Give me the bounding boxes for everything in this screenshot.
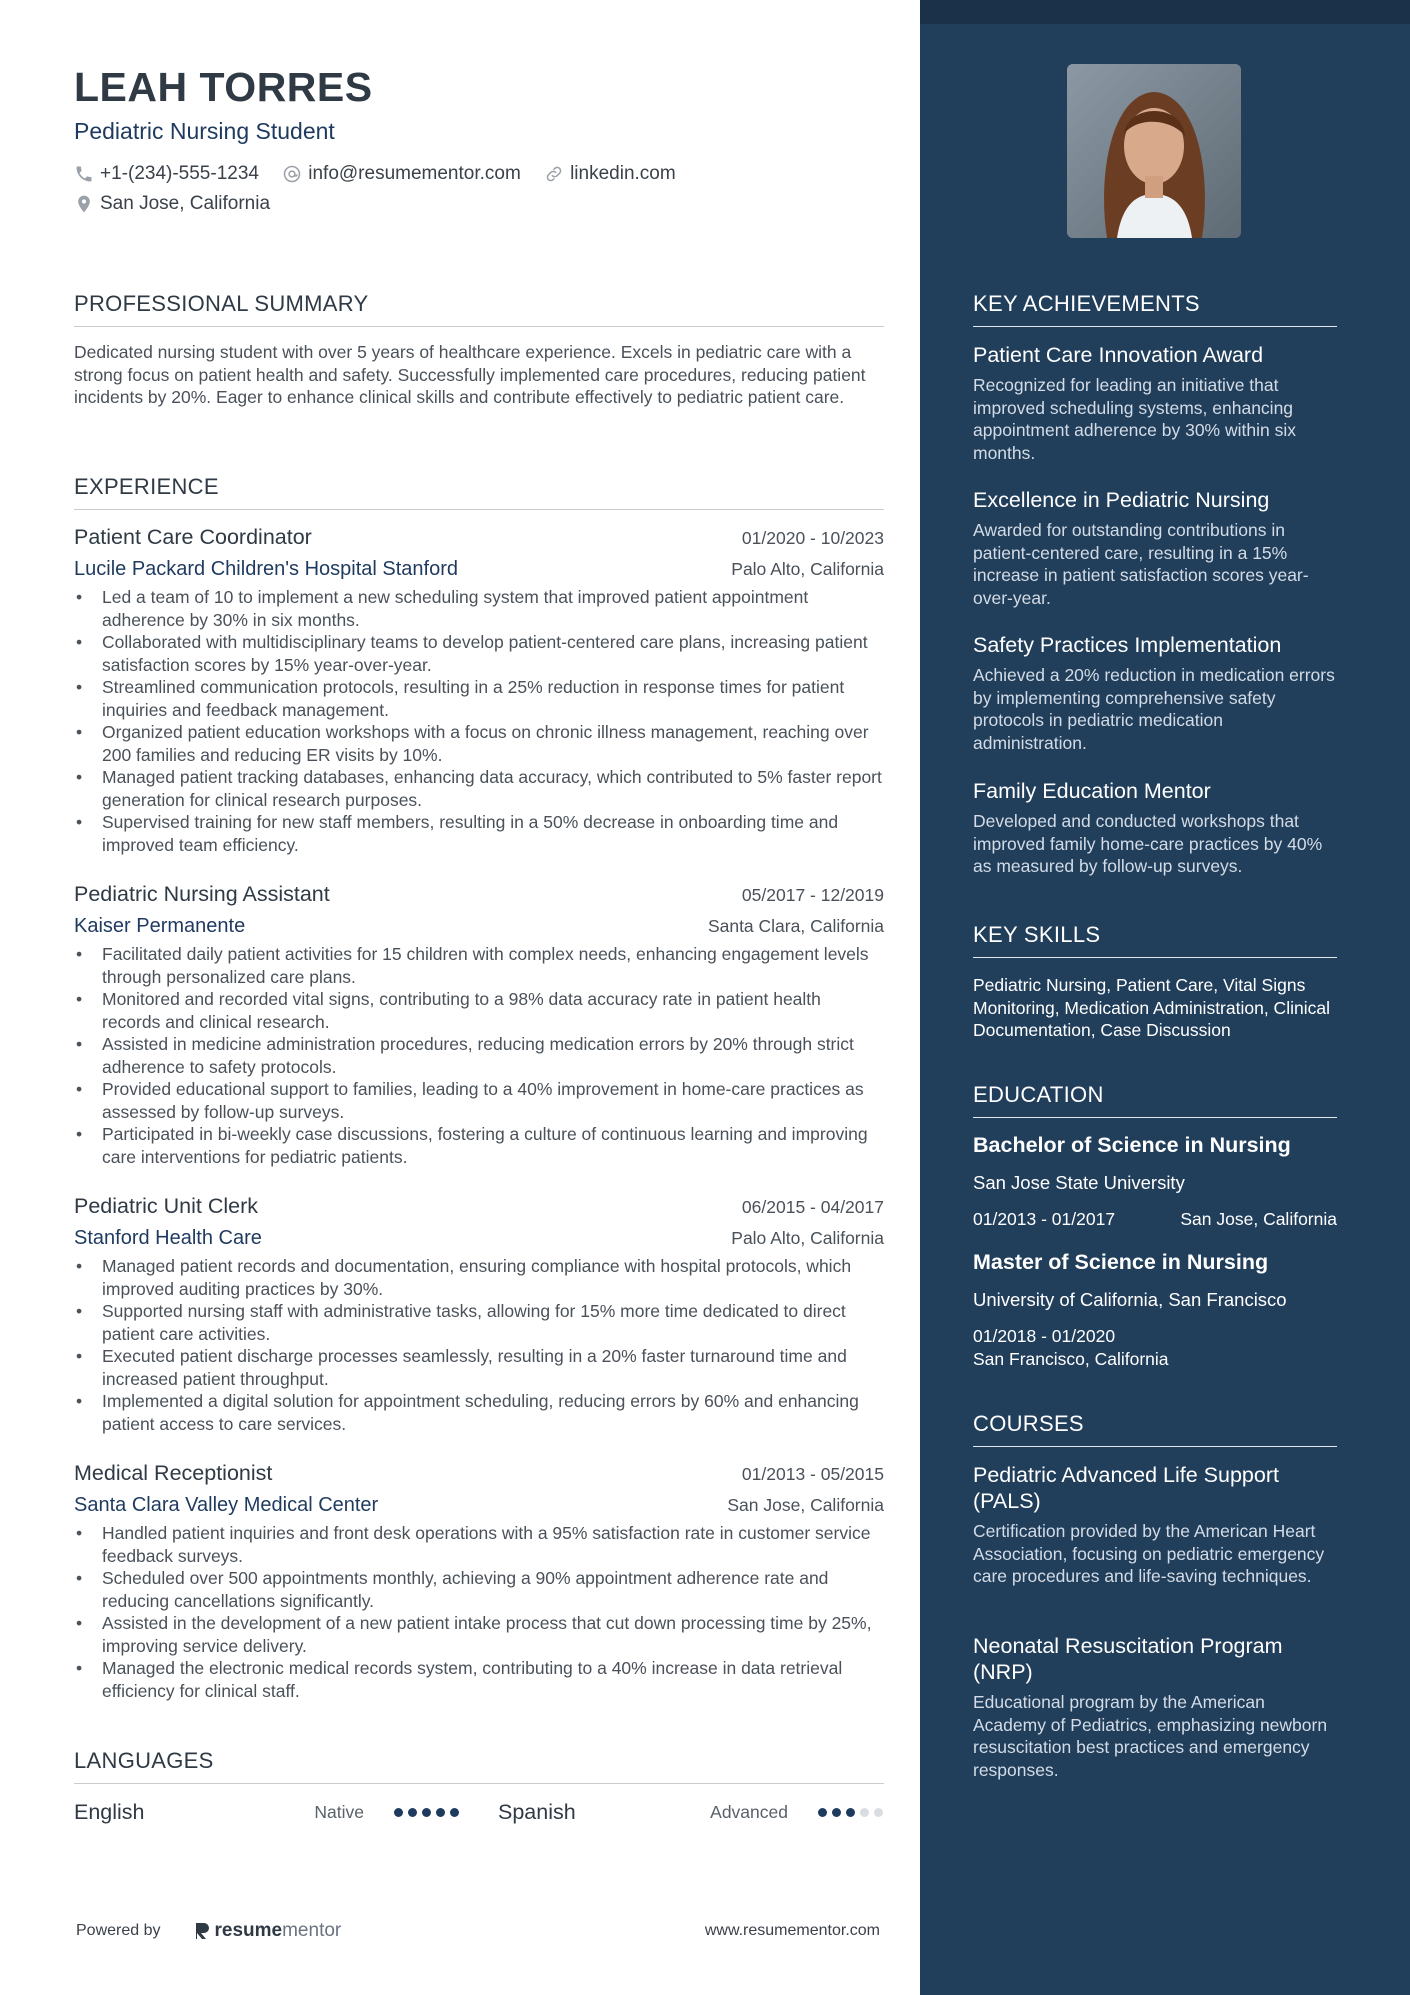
experience-heading: EXPERIENCE — [74, 474, 884, 510]
phone-icon — [74, 164, 94, 184]
job-bullet: • Supported nursing staff with administrative tasks, allowing for 15% more time dedicated to direct patient care activities. — [74, 1300, 884, 1345]
job-bullet: • Managed patient records and documentation, ensuring compliance with hospital protocols, which improved auditing practices by 30%. — [74, 1255, 884, 1300]
brand-light: mentor — [282, 1920, 342, 1941]
education-item — [973, 1250, 1337, 1370]
rating-dot-empty — [874, 1808, 883, 1817]
rating-dot-empty — [860, 1808, 869, 1817]
email-text: info@resumementor.com — [308, 163, 521, 184]
language-rating — [394, 1808, 459, 1817]
education-location: San Francisco, California — [973, 1348, 1169, 1369]
achievement-desc: Recognized for leading an initiative that improved scheduling systems, enhancing appointment adherence by 30% within six months. — [973, 375, 1296, 463]
job-dates: 01/2013 - 05/2015 — [741, 1464, 884, 1484]
at-icon — [282, 164, 302, 184]
education-meta — [973, 1208, 1337, 1231]
job-location: Palo Alto, California — [731, 559, 884, 579]
education-heading: EDUCATION — [973, 1082, 1337, 1118]
achievement-title: Excellence in Pediatric Nursing — [973, 488, 1270, 512]
job-bullet: • Executed patient discharge processes seamlessly, resulting in a 20% faster turnaround time and increased patient throughput. — [74, 1345, 884, 1390]
job-bullet: • Managed patient tracking databases, enhancing data accuracy, which contributed to 5% faster report generation for clinical research purposes. — [74, 766, 884, 811]
achievement-desc: Achieved a 20% reduction in medication errors by implementing comprehensive safety protocols in pediatric medication administration. — [973, 665, 1335, 753]
job-bullet: • Managed the electronic medical records system, contributing to a 40% increase in data retrieval efficiency for clinical staff. — [74, 1657, 884, 1702]
job-title: Pediatric Nursing Assistant — [74, 882, 330, 906]
job-bullets — [74, 1255, 884, 1435]
education-location: San Jose, California — [1180, 1209, 1337, 1229]
job-bullet: • Handled patient inquiries and front desk operations with a 95% satisfaction rate in customer service feedback surveys. — [74, 1522, 884, 1567]
job-bullet: • Assisted in the development of a new patient intake process that cut down processing time by 25%, improving service delivery. — [74, 1612, 884, 1657]
candidate-name: LEAH TORRES — [74, 64, 373, 110]
achievement-item — [973, 632, 1337, 754]
footer-website[interactable]: www.resumementor.com — [704, 1922, 880, 1939]
course-item — [973, 1462, 1337, 1588]
sidebar-top-band — [920, 0, 1410, 24]
skills-text: Pediatric Nursing, Patient Care, Vital Signs Monitoring, Medication Administration, Clinical Documentation, Case Discussion — [973, 975, 1330, 1040]
language-level: Advanced — [710, 1802, 788, 1822]
language-item — [498, 1800, 883, 1825]
education-degree: Master of Science in Nursing — [973, 1250, 1269, 1274]
job-bullet: • Organized patient education workshops with a focus on chronic illness management, reaching over 200 families and reducing ER visits by 10%. — [74, 721, 884, 766]
job-bullet: • Implemented a digital solution for appointment scheduling, reducing errors by 60% and enhancing patient access to care services. — [74, 1390, 884, 1435]
contact-location — [74, 190, 866, 218]
rating-dot-filled — [450, 1808, 459, 1817]
job-company: Lucile Packard Children's Hospital Stanford — [74, 558, 459, 580]
job-dates: 05/2017 - 12/2019 — [741, 885, 884, 905]
footer — [76, 1916, 880, 1946]
rating-dot-filled — [394, 1808, 403, 1817]
job-location: Santa Clara, California — [707, 916, 884, 936]
contact-phone[interactable] — [74, 160, 259, 188]
education-item — [973, 1133, 1337, 1231]
achievement-desc: Developed and conducted workshops that improved family home-care practices by 40% as measured by follow-up surveys. — [973, 811, 1323, 876]
education-degree: Bachelor of Science in Nursing — [973, 1133, 1291, 1157]
education-school: San Jose State University — [973, 1172, 1185, 1193]
contact-info — [74, 160, 884, 218]
job-company: Stanford Health Care — [74, 1227, 262, 1249]
brand-logo[interactable] — [193, 1920, 342, 1942]
job-dates: 06/2015 - 04/2017 — [741, 1197, 884, 1217]
achievements-heading: KEY ACHIEVEMENTS — [973, 291, 1337, 327]
profile-photo-illustration — [1067, 64, 1241, 238]
rating-dot-filled — [832, 1808, 841, 1817]
job-bullet: • Facilitated daily patient activities for 15 children with complex needs, enhancing engagement levels through personalized care plans. — [74, 943, 884, 988]
job-bullet: • Scheduled over 500 appointments monthly, achieving a 90% appointment adherence rate and reducing cancellations significantly. — [74, 1567, 884, 1612]
achievement-title: Safety Practices Implementation — [973, 633, 1282, 657]
location-text: San Jose, California — [100, 193, 271, 214]
job-bullet: • Collaborated with multidisciplinary teams to develop patient-centered care plans, increasing patient satisfaction scores by 15% year-over-year. — [74, 631, 884, 676]
job-title: Patient Care Coordinator — [74, 525, 312, 549]
courses-heading: COURSES — [973, 1411, 1337, 1447]
language-name: English — [74, 1800, 145, 1824]
achievement-item — [973, 342, 1337, 464]
brand-bold: resume — [214, 1920, 283, 1941]
job-bullets — [74, 586, 884, 856]
linkedin-text: linkedin.com — [570, 163, 676, 184]
job-title: Pediatric Unit Clerk — [74, 1194, 258, 1218]
job-entry — [74, 882, 884, 1168]
contact-linkedin[interactable] — [544, 160, 676, 188]
rating-dot-filled — [408, 1808, 417, 1817]
language-level: Native — [314, 1802, 364, 1822]
course-desc: Educational program by the American Academy of Pediatrics, emphasizing newborn resuscitation best practices and emergency responses. — [973, 1692, 1328, 1780]
summary-text: Dedicated nursing student with over 5 years of healthcare experience. Excels in pediatric care with a strong focus on patient health and safety. Successfully implemented care procedures, reducing patient incidents by 20%. Eager to enhance clinical skills and contribute effectively to pediatric patient care. — [74, 342, 866, 407]
job-bullet: • Assisted in medicine administration procedures, reducing medication errors by 20% through strict adherence to safety protocols. — [74, 1033, 884, 1078]
candidate-role: Pediatric Nursing Student — [74, 118, 335, 144]
job-dates: 01/2020 - 10/2023 — [741, 528, 884, 548]
resumementor-logo-icon — [193, 1921, 211, 1941]
job-location: San Jose, California — [727, 1495, 884, 1515]
language-rating — [818, 1808, 883, 1817]
job-bullet: • Led a team of 10 to implement a new scheduling system that improved patient appointment adherence by 30% in six months. — [74, 586, 884, 631]
achievement-title: Family Education Mentor — [973, 779, 1211, 803]
summary-heading: PROFESSIONAL SUMMARY — [74, 291, 884, 327]
rating-dot-filled — [436, 1808, 445, 1817]
job-bullet: • Monitored and recorded vital signs, contributing to a 98% data accuracy rate in patient health records and clinical research. — [74, 988, 884, 1033]
achievement-item — [973, 778, 1337, 878]
job-entry — [74, 1194, 884, 1435]
job-entry — [74, 1461, 884, 1702]
course-title: Neonatal Resuscitation Program (NRP) — [973, 1634, 1283, 1684]
powered-by-label: Powered by — [76, 1922, 161, 1939]
phone-text: +1-(234)-555-1234 — [100, 163, 259, 184]
job-bullet: • Provided educational support to families, leading to a 40% improvement in home-care practices as assessed by follow-up surveys. — [74, 1078, 884, 1123]
rating-dot-filled — [846, 1808, 855, 1817]
education-meta — [973, 1325, 1337, 1370]
job-bullet: • Participated in bi-weekly case discussions, fostering a culture of continuous learning and improving care interventions for pediatric patients. — [74, 1123, 884, 1168]
job-bullet: • Supervised training for new staff members, resulting in a 50% decrease in onboarding time and improved team efficiency. — [74, 811, 884, 856]
skills-heading: KEY SKILLS — [973, 922, 1337, 958]
course-title: Pediatric Advanced Life Support (PALS) — [973, 1463, 1279, 1513]
sidebar — [920, 0, 1410, 1995]
languages-heading: LANGUAGES — [74, 1748, 884, 1784]
rating-dot-filled — [818, 1808, 827, 1817]
link-icon — [544, 164, 564, 184]
job-entry — [74, 525, 884, 856]
job-company: Kaiser Permanente — [74, 915, 246, 937]
course-desc: Certification provided by the American Heart Association, focusing on pediatric emergency care procedures and life-saving techniques. — [973, 1521, 1325, 1586]
job-company: Santa Clara Valley Medical Center — [74, 1494, 379, 1516]
job-bullet: • Streamlined communication protocols, resulting in a 25% reduction in response times for patient inquiries and feedback management. — [74, 676, 884, 721]
course-item — [973, 1633, 1337, 1781]
education-dates: 01/2013 - 01/2017 — [973, 1209, 1116, 1229]
contact-email[interactable] — [282, 160, 521, 188]
language-item — [74, 1800, 459, 1825]
language-name: Spanish — [498, 1800, 576, 1824]
job-title: Medical Receptionist — [74, 1461, 273, 1485]
job-location: Palo Alto, California — [731, 1228, 884, 1248]
rating-dot-filled — [422, 1808, 431, 1817]
achievement-title: Patient Care Innovation Award — [973, 343, 1264, 367]
profile-photo — [1067, 64, 1241, 238]
languages-list — [74, 1800, 884, 1830]
education-dates: 01/2018 - 01/2020 — [973, 1326, 1116, 1346]
achievement-item — [973, 487, 1337, 609]
education-school: University of California, San Francisco — [973, 1289, 1287, 1310]
achievement-desc: Awarded for outstanding contributions in patient-centered care, resulting in a 15% increase in patient satisfaction scores year-over-year. — [973, 520, 1309, 608]
job-bullets — [74, 1522, 884, 1702]
job-bullets — [74, 943, 884, 1168]
location-pin-icon — [74, 194, 94, 214]
